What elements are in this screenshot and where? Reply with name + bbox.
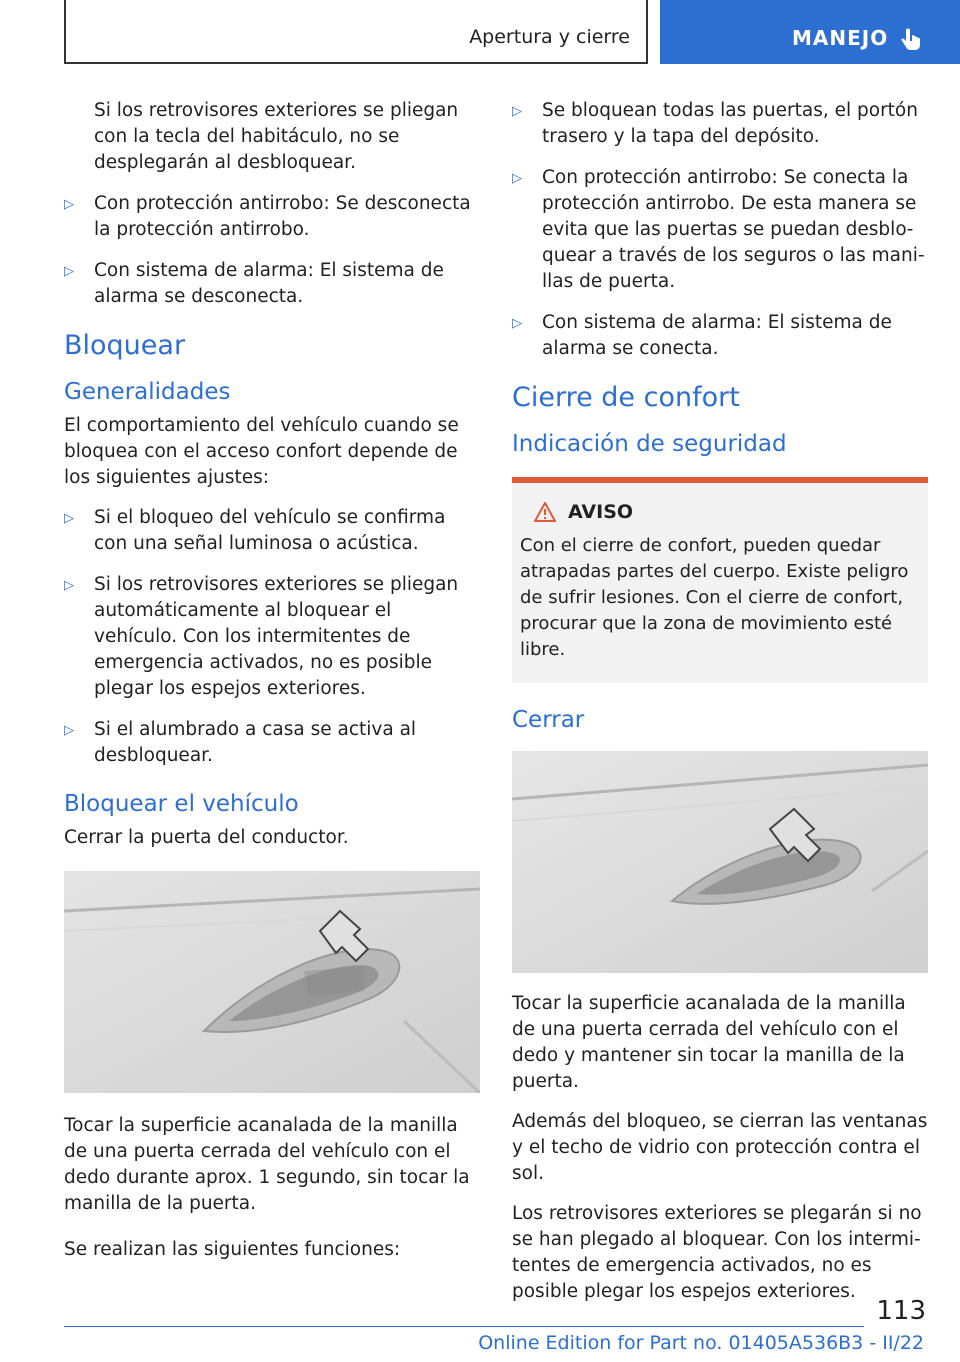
list-item: ▷ Si los retrovisores exteriores se pliegan automáticamente al bloquear el vehículo. Con los intermitentes de emergencia activados, no es posible plegar los espejos exteriores.: [64, 574, 459, 699]
list-item: ▷ Si el bloqueo del vehículo se confirma con una señal luminosa o acústica.: [64, 507, 446, 554]
door-handle-illustration: [512, 751, 928, 973]
hand-pointer-icon: [898, 26, 924, 52]
intro-paragraph: Si los retrovisores exteriores se pliegan con la tecla del habitáculo, no se desplegarán al desbloquear.: [94, 100, 459, 173]
close-driver-paragraph: Cerrar la puerta del conductor.: [64, 827, 349, 848]
general-paragraph: El comportamiento del vehículo cuando se bloquea con el acceso confort depende de los siguientes ajustes:: [64, 415, 459, 488]
section-tab: [64, 0, 648, 64]
triangle-right-icon: ▷: [64, 511, 74, 526]
functions-paragraph: Se realizan las siguientes funciones:: [64, 1239, 401, 1260]
list-item: ▷ Se bloquean todas las puertas, el portón trasero y la tapa del depósito.: [512, 100, 918, 147]
left-column: [64, 98, 480, 1277]
chapter-title: MANEJO: [792, 26, 889, 50]
heading-lock: Bloquear: [64, 330, 186, 361]
triangle-right-icon: ▷: [512, 316, 522, 331]
door-handle-figure: [64, 871, 480, 1093]
list-item: ▷ Con protección antirrobo: Se desconecta la protección antirrobo.: [64, 193, 471, 240]
list-item: ▷ Con protección antirrobo: Se conecta la protección antirrobo. De esta manera se evita que las puertas se puedan desbloquear a través de los seguros o las manillas de puerta.: [512, 167, 925, 292]
warning-title: AVISO: [568, 501, 634, 523]
page-number: 113: [876, 1296, 926, 1326]
triangle-right-icon: ▷: [64, 578, 74, 593]
windows-paragraph: Además del bloqueo, se cierran las ventanas y el techo de vidrio con protección contra el sol.: [512, 1111, 928, 1184]
mirrors-paragraph: Los retrovisores exteriores se plegarán si no se han plegado al bloquear. Con los intermitentes de emergencia activados, no es posible plegar los espejos exteriores.: [512, 1203, 922, 1302]
touch-paragraph: Tocar la superficie acanalada de la manilla de una puerta cerrada del vehículo con el dedo durante aprox. 1 segundo, sin tocar la manilla de la puerta.: [64, 1115, 470, 1214]
heading-lock-vehicle: Bloquear el vehículo: [64, 791, 299, 817]
triangle-right-icon: ▷: [64, 264, 74, 279]
triangle-right-icon: ▷: [64, 723, 74, 738]
heading-comfort: Cierre de confort: [512, 382, 740, 413]
chapter-tab: [660, 0, 960, 64]
footer-edition: Online Edition for Part no. 01405A536B3 - II/22: [478, 1332, 924, 1354]
heading-close: Cerrar: [512, 707, 585, 733]
bullet-list: [64, 505, 480, 769]
triangle-right-icon: ▷: [512, 171, 522, 186]
list-item: ▷ Con sistema de alarma: El sistema de alarma se desconecta.: [64, 260, 444, 307]
warning-box: [512, 483, 928, 683]
triangle-right-icon: ▷: [64, 197, 74, 212]
triangle-right-icon: ▷: [512, 104, 522, 119]
list-item: ▷ Si el alumbrado a casa se activa al desbloquear.: [64, 719, 417, 766]
list-item: ▷ Con sistema de alarma: El sistema de alarma se conecta.: [512, 312, 892, 359]
section-title: Apertura y cierre: [469, 26, 630, 48]
footer-divider: [64, 1326, 864, 1327]
warning-triangle-icon: [534, 502, 556, 522]
heading-general: Generalidades: [64, 379, 231, 405]
warning-text: Con el cierre de confort, pueden quedar atrapadas partes del cuerpo. Existe peligro de sufrir lesiones. Con el cierre de confort, procurar que la zona de movimiento esté libre.: [520, 535, 909, 660]
bullet-list: [512, 98, 928, 362]
touch-paragraph: Tocar la superficie acanalada de la manilla de una puerta cerrada del vehículo con el dedo y mantener sin tocar la manilla de la puerta.: [512, 993, 906, 1092]
door-handle-figure: [512, 751, 928, 973]
page-header: [0, 0, 960, 66]
bullet-list: [64, 191, 480, 310]
right-column: [512, 98, 928, 1319]
heading-safety: Indicación de seguridad: [512, 431, 787, 457]
warning-header: [520, 501, 916, 523]
door-handle-illustration: [64, 871, 480, 1093]
